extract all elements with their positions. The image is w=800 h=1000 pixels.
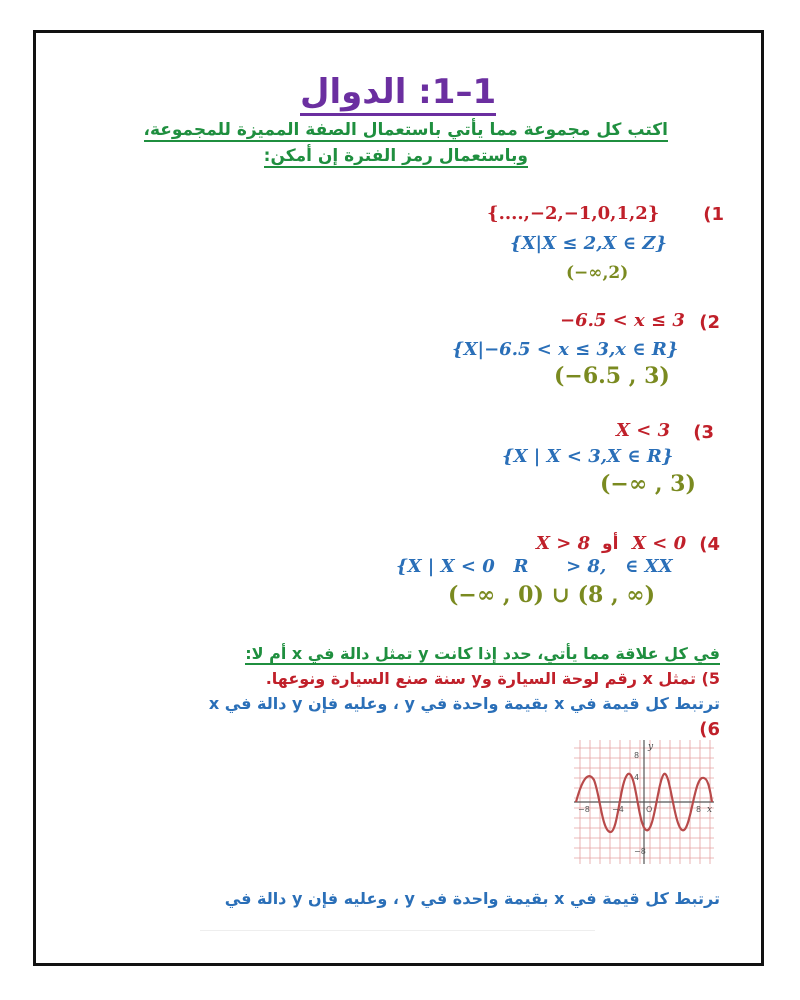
graph-tick-label: 8 xyxy=(696,805,702,814)
graph-x-label: x xyxy=(707,805,713,815)
problem-4-or-word: أو xyxy=(602,534,619,554)
problem-4-interval: (−∞ , 0) ∪ (8 , ∞) xyxy=(448,582,656,608)
page-title: 1–1: الدوال xyxy=(300,72,496,116)
graph-origin-label: O xyxy=(646,805,653,814)
problem-3-number: 3) xyxy=(693,422,714,443)
graph-tick-label: −8 xyxy=(634,847,646,856)
problem-1-number: 1) xyxy=(703,204,724,225)
problem-3-given: X < 3 xyxy=(616,420,671,441)
function-graph xyxy=(574,740,714,864)
graph-tick-label: −8 xyxy=(578,805,590,814)
graph-tick-label: 8 xyxy=(634,751,640,760)
graph-tick-label: 4 xyxy=(634,773,640,782)
problem-2-given: −6.5 < x ≤ 3 xyxy=(560,310,685,331)
problem-3-setbuilder: {X | X < 3,X ∈ R} xyxy=(502,446,674,467)
question-6: 6) xyxy=(699,719,720,740)
problem-4-given-a: X < 0 xyxy=(632,533,687,554)
bottom-divider xyxy=(200,930,595,931)
instruction-line-1: اكتب كل مجموعة مما يأتي باستعمال الصفة المميزة للمجموعة، xyxy=(143,120,668,140)
section2-heading: في كل علاقة مما يأتي، حدد إذا كانت y تمثل دالة في x أم لا: xyxy=(245,644,720,663)
problem-4-setbuilder: {X | X < 0 R > 8, ∈ XX xyxy=(396,556,673,577)
problem-1-setbuilder: {X|X ≤ 2,X ∈ Z} xyxy=(510,233,667,254)
answer-6: ترتبط كل قيمة في x بقيمة واحدة في y ، وعليه فإن y دالة في xyxy=(224,889,720,908)
problem-3-interval: (−∞ , 3) xyxy=(600,471,696,497)
problem-4-number: 4) xyxy=(699,534,720,555)
problem-1-interval: (−∞,2) xyxy=(566,263,629,283)
problem-2-setbuilder: {X|−6.5 < x ≤ 3,x ∈ R} xyxy=(452,339,679,360)
problem-4-given-b: X > 8 xyxy=(536,533,591,554)
problem-2-number: 2) xyxy=(699,312,720,333)
problem-2-interval: (−6.5 , 3) xyxy=(554,363,670,389)
question-5: 5) تمثل x رقم لوحة السيارة وy سنة صنع السيارة ونوعها. xyxy=(265,669,720,688)
instruction-line-2: وباستعمال رمز الفترة إن أمكن: xyxy=(263,146,528,166)
problem-1-given: {....,−2,−1,0,1,2} xyxy=(487,203,660,224)
graph-tick-label: −4 xyxy=(612,805,624,814)
answer-5: ترتبط كل قيمة في x بقيمة واحدة في y ، وعليه فإن y دالة في x xyxy=(208,694,720,713)
graph-y-label: y xyxy=(648,742,654,752)
